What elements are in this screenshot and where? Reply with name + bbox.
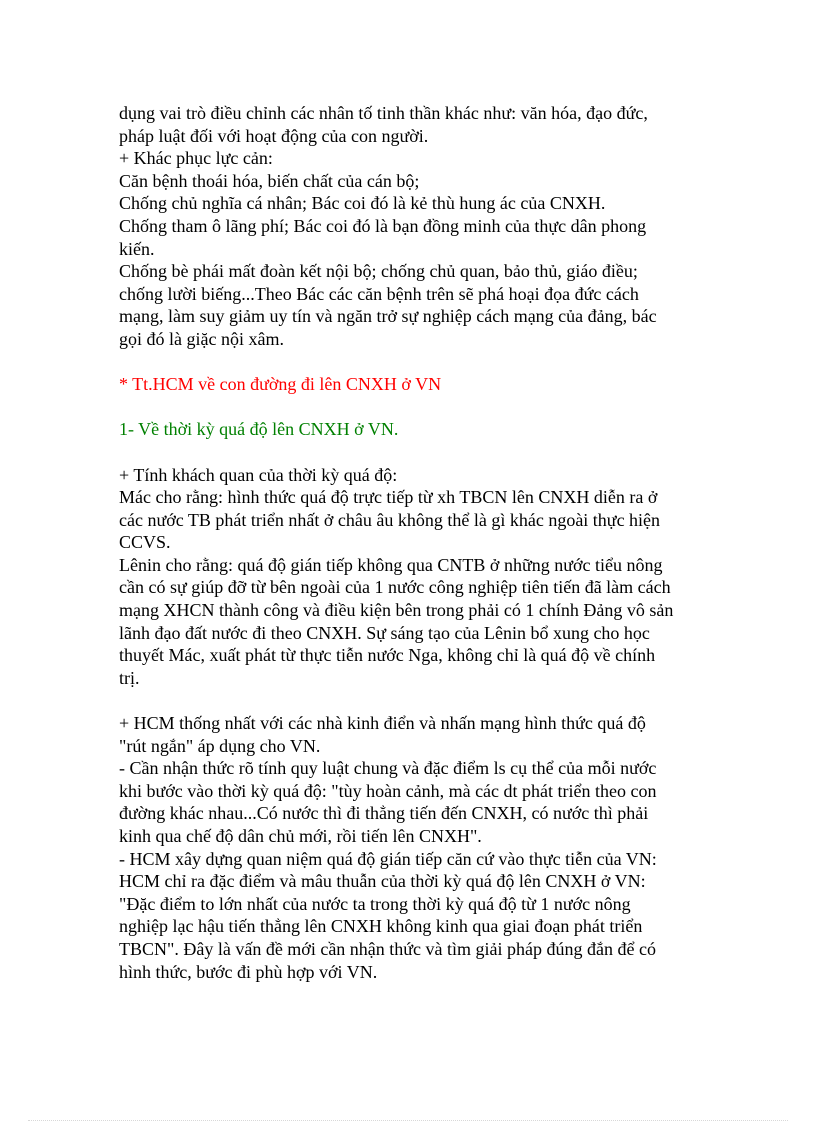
- paragraph-hcm-shortened-transition: [119, 712, 709, 983]
- text-line: Chống chủ nghĩa cá nhân; Bác coi đó là kẻ thù hung ác của CNXH.: [119, 193, 606, 214]
- text-line: + Tính khách quan của thời kỳ quá độ:: [119, 464, 398, 485]
- text-line: HCM chỉ ra đặc điểm và mâu thuẫn của thời kỳ quá độ lên CNXH ở VN:: [119, 871, 646, 892]
- spacer: [119, 689, 709, 712]
- text-line: lãnh đạo đất nước đi theo CNXH. Sự sáng tạo của Lênin bổ xung cho học: [119, 622, 650, 643]
- page-bottom-divider: [28, 1120, 788, 1121]
- text-line: Lênin cho rằng: quá độ gián tiếp không qua CNTB ở những nước tiểu nông: [119, 554, 663, 575]
- text-line: gọi đó là giặc nội xâm.: [119, 328, 284, 349]
- text-line: thuyết Mác, xuất phát từ thực tiễn nước Nga, không chỉ là quá độ về chính: [119, 645, 656, 666]
- text-line: dụng vai trò điều chỉnh các nhân tố tinh thần khác như: văn hóa, đạo đức,: [119, 103, 648, 123]
- text-line: Căn bệnh thoái hóa, biến chất của cán bộ;: [119, 170, 420, 191]
- spacer: [119, 351, 709, 374]
- text-line: Chống bè phái mất đoàn kết nội bộ; chống chủ quan, bảo thủ, giáo điều;: [119, 261, 638, 282]
- text-line: cần có sự giúp đỡ từ bên ngoài của 1 nước công nghiệp tiên tiến đã làm cách: [119, 577, 671, 598]
- text-line: mạng, làm suy giảm uy tín và ngăn trở sự nghiệp cách mạng của đảng, bác: [119, 306, 657, 327]
- text-line: - HCM xây dựng quan niệm quá độ gián tiếp căn cứ vào thực tiễn của VN:: [119, 848, 657, 869]
- paragraph-lifestyle-obstacles: [119, 102, 709, 351]
- spacer: [119, 396, 709, 419]
- text-line: TBCN". Đây là vấn đề mới cần nhận thức và tìm giải pháp đúng đắn để có: [119, 938, 656, 959]
- text-line: Chống tham ô lãng phí; Bác coi đó là bạn đồng minh của thực dân phong: [119, 215, 647, 236]
- paragraph-transition-objectivity: [119, 464, 709, 690]
- text-line: + Khác phục lực cản:: [119, 148, 273, 169]
- text-line: mạng XHCN thành công và điều kiện bên trong phải có 1 chính Đảng vô sản: [119, 600, 674, 621]
- text-line: CCVS.: [119, 532, 171, 553]
- text-line: trị.: [119, 667, 140, 688]
- text-line: "rút ngắn" áp dụng cho VN.: [119, 735, 321, 756]
- text-line: kinh qua chế độ dân chủ mới, rồi tiến lên CNXH".: [119, 826, 482, 846]
- text-line: nghiệp lạc hậu tiến thẳng lên CNXH không kinh qua giai đoạn phát triển: [119, 916, 643, 937]
- section-heading: * Tt.HCM về con đường đi lên CNXH ở VN: [119, 374, 442, 395]
- text-line: khi bước vào thời kỳ quá độ: "tùy hoàn cảnh, mà các dt phát triển theo con: [119, 780, 657, 801]
- spacer: [119, 441, 709, 464]
- text-line: Mác cho rằng: hình thức quá độ trực tiếp từ xh TBCN lên CNXH diễn ra ở: [119, 487, 658, 508]
- text-line: các nước TB phát triển nhất ở châu âu không thể là gì khác ngoài thực hiện: [119, 509, 661, 530]
- subsection-heading: 1- Về thời kỳ quá độ lên CNXH ở VN.: [119, 419, 399, 440]
- text-line: kiến.: [119, 238, 155, 259]
- text-line: - Cần nhận thức rõ tính quy luật chung và đặc điểm ls cụ thể của mỗi nước: [119, 758, 657, 779]
- text-line: chống lười biếng...Theo Bác các căn bệnh trên sẽ phá hoại đọa đức cách: [119, 283, 639, 304]
- text-line: hình thức, bước đi phù hợp với VN.: [119, 961, 378, 982]
- text-line: "Đặc điểm to lớn nhất của nước ta trong thời kỳ quá độ từ 1 nước nông: [119, 893, 631, 914]
- text-line: đường khác nhau...Có nước thì đi thẳng tiến đến CNXH, có nước thì phải: [119, 803, 649, 824]
- text-line: pháp luật đối với hoạt động của con người.: [119, 125, 429, 146]
- document-page: [119, 102, 709, 983]
- text-line: + HCM thống nhất với các nhà kinh điển và nhấn mạng hình thức quá độ: [119, 713, 646, 734]
